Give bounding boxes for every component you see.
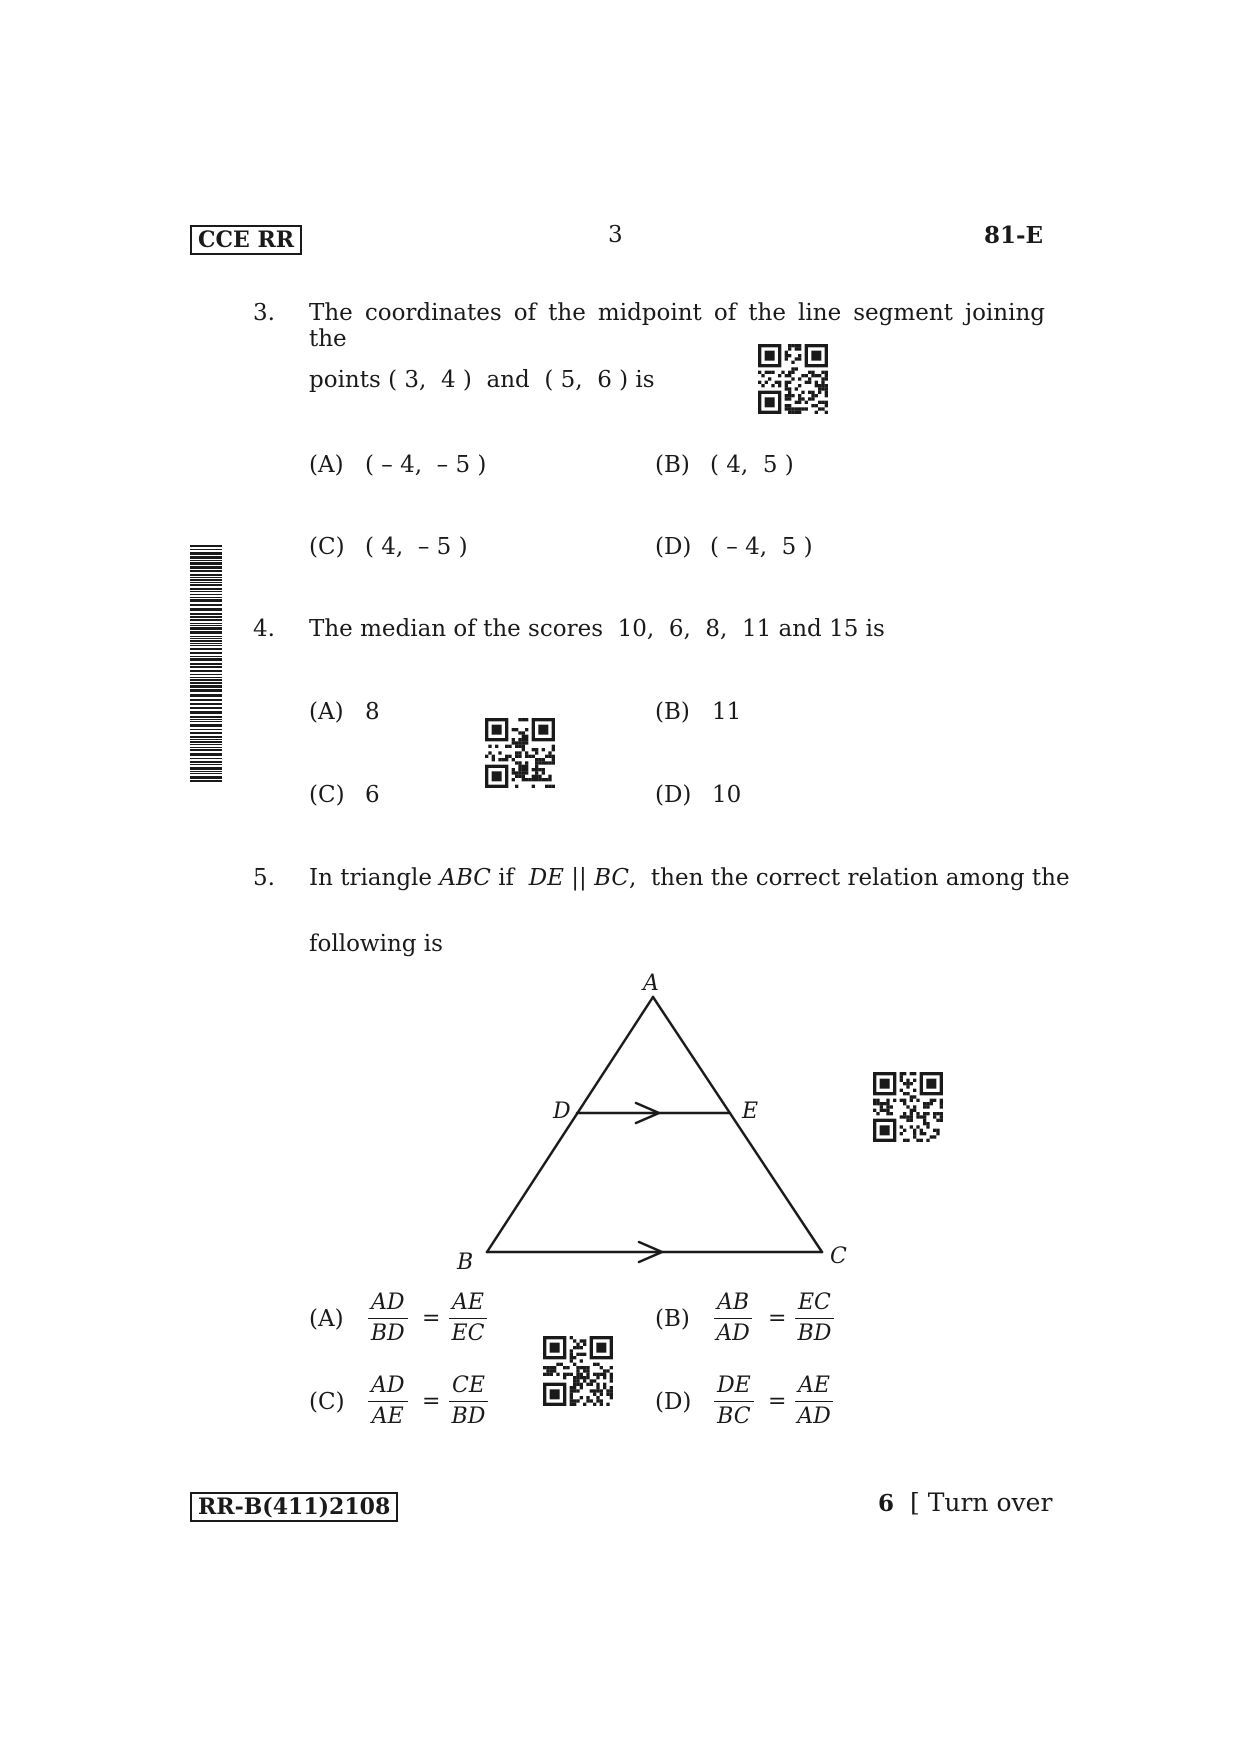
- point-label-d: D: [553, 1099, 571, 1124]
- subject-code: 81-E: [984, 222, 1044, 249]
- qr-code-q3: [758, 344, 828, 414]
- q4-option-b-value: 11: [712, 699, 742, 725]
- q3-option-d-label[interactable]: (D): [655, 534, 692, 560]
- q4-option-a-value: 8: [365, 699, 380, 725]
- triangle-abc-figure: [440, 970, 860, 1280]
- q5-option-c-label[interactable]: (C): [309, 1389, 345, 1415]
- side-ab: [487, 997, 653, 1252]
- q5-c-lhs-fraction: $\frac{AD}{AE}$: [368, 1373, 408, 1430]
- q5-number: 5.: [253, 865, 275, 891]
- q3-stem-line2: points ( 3, 4 ) and ( 5, 6 ) is: [309, 367, 655, 393]
- q5-b-lhs-fraction: $\frac{AB}{AD}$: [714, 1290, 752, 1347]
- q5-c-rhs-fraction: $\frac{CE}{BD}$: [449, 1373, 488, 1430]
- q4-option-d-label[interactable]: (D): [655, 782, 692, 808]
- q5-b-rhs-fraction: $\frac{EC}{BD}$: [795, 1290, 834, 1347]
- q5-b-equals: =: [768, 1306, 787, 1331]
- q3-option-a-label[interactable]: (A): [309, 452, 344, 478]
- q5-stem-line2: following is: [309, 931, 443, 957]
- q5-a-lhs-fraction: $\frac{AD}{BD}$: [368, 1290, 408, 1347]
- q5-option-b-label[interactable]: (B): [655, 1306, 690, 1332]
- q5-a-rhs-fraction: $\frac{AE}{EC}$: [449, 1290, 487, 1347]
- vertex-label-c: C: [830, 1244, 847, 1269]
- q4-option-a-label[interactable]: (A): [309, 699, 344, 725]
- q3-option-d-value: ( – 4, 5 ): [710, 534, 813, 560]
- q3-option-a-value: ( – 4, – 5 ): [365, 452, 487, 478]
- q4-number: 4.: [253, 616, 275, 642]
- q5-option-a-label[interactable]: (A): [309, 1306, 344, 1332]
- q3-option-c-value: ( 4, – 5 ): [365, 534, 468, 560]
- footer-code-box: RR-B(411)2108: [190, 1492, 398, 1522]
- q5-c-equals: =: [422, 1389, 441, 1414]
- q5-d-lhs-fraction: $\frac{DE}{BC}$: [714, 1373, 754, 1430]
- paper-code-box: CCE RR: [190, 225, 302, 255]
- q3-number: 3.: [253, 300, 275, 326]
- q4-stem: The median of the scores 10, 6, 8, 11 and 15 is: [309, 616, 885, 642]
- q4-option-b-label[interactable]: (B): [655, 699, 690, 725]
- turn-over-label: [ Turn over: [910, 1488, 1053, 1517]
- point-label-e: E: [742, 1099, 759, 1124]
- vertex-label-b: B: [457, 1250, 474, 1275]
- q4-option-c-value: 6: [365, 782, 380, 808]
- q4-option-c-label[interactable]: (C): [309, 782, 345, 808]
- q4-option-d-value: 10: [712, 782, 742, 808]
- q5-stem-line1: In triangle ABC if DE || BC, then the correct relation among the: [309, 865, 1070, 891]
- qr-code-q5-figure: [873, 1072, 943, 1142]
- side-ac: [653, 997, 822, 1252]
- q5-d-rhs-fraction: $\frac{AE}{AD}$: [795, 1373, 833, 1430]
- page-number: 3: [608, 222, 623, 248]
- q3-option-b-label[interactable]: (B): [655, 452, 690, 478]
- qr-code-q5-options: [543, 1336, 613, 1406]
- vertex-label-a: A: [643, 971, 659, 996]
- q3-option-c-label[interactable]: (C): [309, 534, 345, 560]
- barcode-image: [190, 545, 222, 785]
- q5-option-d-label[interactable]: (D): [655, 1389, 692, 1415]
- q5-a-equals: =: [422, 1306, 441, 1331]
- q3-option-b-value: ( 4, 5 ): [710, 452, 794, 478]
- q3-stem-line1: The coordinates of the midpoint of the line segment joining the: [309, 300, 1045, 352]
- q5-d-equals: =: [768, 1389, 787, 1414]
- qr-code-q4: [485, 718, 555, 788]
- footer-page-count: 6: [878, 1490, 895, 1517]
